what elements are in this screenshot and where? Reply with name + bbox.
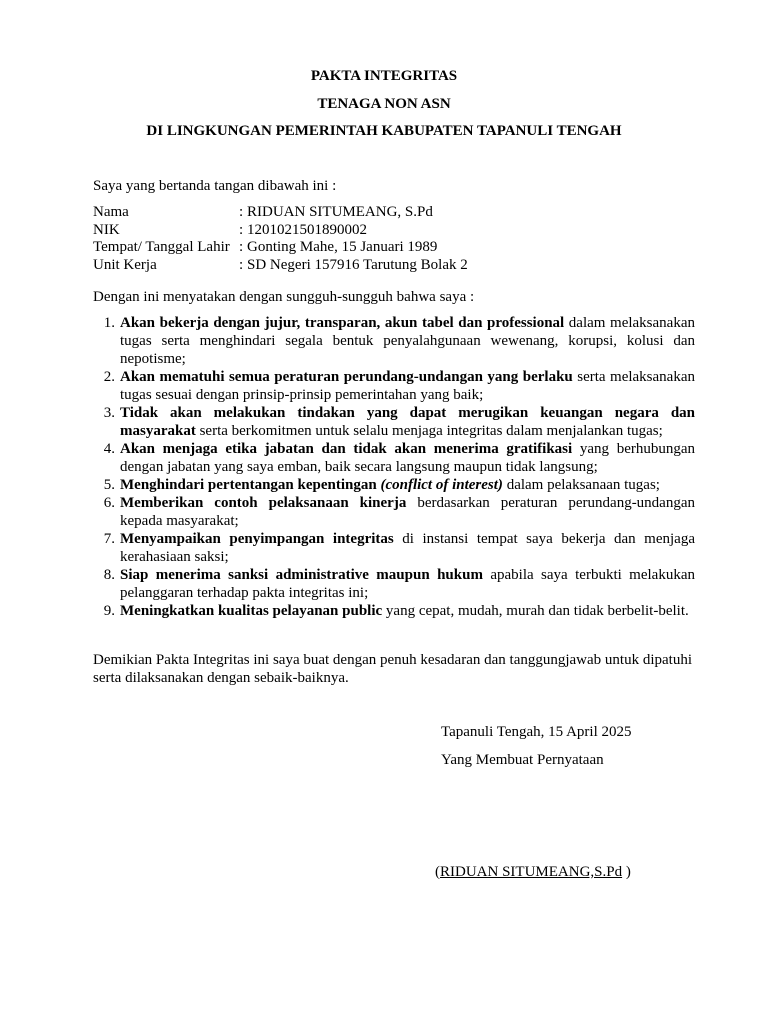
commitment-number: 3. — [103, 405, 115, 421]
commitment-bold: Siap menerima sanksi administrative maupun hukum — [120, 567, 483, 583]
identity-row-birth — [93, 239, 468, 257]
commitment-number: 7. — [103, 531, 115, 547]
commitment-number: 8. — [103, 567, 115, 583]
commitment-bold: Menghindari pertentangan kepentingan — [120, 477, 377, 493]
identity-separator: : — [239, 204, 244, 220]
commitment-text: apabila saya terbukti melakukan pelanggaran terhadap pakta integritas ini; — [120, 567, 695, 601]
signature-role: Yang Membuat Pernyataan — [441, 752, 604, 768]
identity-separator: : — [239, 221, 244, 238]
commitment-text: dalam melaksanakan tugas serta menghindari segala bentuk penyalahgunaan wewenang, korupsi, kolusi dan nepotisme; — [120, 315, 695, 367]
identity-row-nik — [93, 222, 468, 240]
commitment-text: berdasarkan peraturan perundang-undangan kepada masyarakat; — [120, 495, 695, 529]
commitment-bold: Akan menjaga etika jabatan dan tidak akan menerima gratifikasi — [120, 441, 573, 457]
commitment-number: 9. — [103, 603, 115, 619]
commitment-number: 4. — [103, 441, 115, 457]
commitment-bold: Menyampaikan penyimpangan integritas — [120, 531, 394, 547]
document-title: PAKTA INTEGRITAS — [310, 68, 458, 84]
commitment-text: di instansi tempat saya bekerja dan menjaga kerahasiaan saksi; — [120, 531, 695, 565]
commitment-bold: Memberikan contoh pelaksanaan kinerja — [120, 495, 407, 511]
commitment-item — [93, 404, 695, 440]
commitment-bold: Meningkatkan kualitas pelayanan public — [120, 603, 383, 619]
identity-row-name — [93, 204, 468, 222]
commitment-bold: Akan mematuhi semua peraturan perundang-undangan yang berlaku — [120, 369, 573, 385]
commitment-number: 5. — [103, 477, 115, 493]
commitment-text: serta berkomitmen untuk selalu menjaga integritas dalam menjalankan tugas; — [195, 423, 663, 439]
commitment-text: serta melaksanakan tugas sesuai dengan prinsip-prinsip pemerintahan yang baik; — [120, 369, 695, 403]
identity-separator: : — [239, 256, 244, 273]
document-scope: DI LINGKUNGAN PEMERINTAH KABUPATEN TAPANULI TENGAH — [146, 123, 622, 139]
commitment-item — [93, 494, 695, 530]
commitment-item — [93, 368, 695, 404]
identity-label: Nama — [93, 204, 129, 220]
commitment-number: 2. — [103, 369, 115, 385]
document-subtitle: TENAGA NON ASN — [317, 96, 451, 112]
commitment-number: 6. — [103, 495, 115, 511]
open-paren: ( — [435, 864, 440, 880]
signature-place-date: Tapanuli Tengah, 15 April 2025 — [441, 724, 632, 740]
commitment-item — [93, 314, 695, 368]
close-paren: ) — [622, 864, 631, 880]
identity-label: Tempat/ Tanggal Lahir — [93, 239, 230, 255]
identity-value: SD Negeri 157916 Tarutung Bolak 2 — [247, 256, 468, 273]
commitment-bold-italic: (conflict of interest) — [376, 477, 503, 493]
signatory-name-text: RIDUAN SITUMEANG,S.Pd — [440, 864, 623, 880]
commitment-item — [93, 602, 695, 620]
commitment-item — [93, 440, 695, 476]
commitment-bold: Tidak akan melakukan tindakan yang dapat merugikan keuangan negara dan masyarakat — [120, 405, 695, 439]
identity-label: NIK — [93, 221, 120, 238]
commitment-item — [93, 476, 695, 494]
commitment-bold: Akan bekerja dengan jujur, transparan, akun tabel dan professional — [120, 315, 565, 331]
identity-row-unit — [93, 257, 468, 275]
identity-value: 1201021501890002 — [247, 221, 367, 238]
commitment-item — [93, 566, 695, 602]
intro-text: Saya yang bertanda tangan dibawah ini : — [93, 178, 337, 194]
identity-value: RIDUAN SITUMEANG, S.Pd — [247, 204, 433, 220]
identity-value: Gonting Mahe, 15 Januari 1989 — [247, 239, 438, 255]
commitment-number: 1. — [103, 315, 115, 331]
commitment-text: yang berhubungan dengan jabatan yang saya emban, baik secara langsung maupun tidak langsung; — [120, 441, 696, 475]
closing-statement: Demikian Pakta Integritas ini saya buat dengan penuh kesadaran dan tanggungjawab untuk dipatuhi serta dilaksanakan dengan sebaik-baiknya. — [93, 652, 692, 686]
commitment-item — [93, 530, 695, 566]
commitment-text: yang cepat, mudah, murah dan tidak berbelit-belit. — [382, 603, 689, 619]
commitment-text: dalam pelaksanaan tugas; — [502, 477, 660, 493]
commitment-list — [93, 314, 695, 620]
signatory-name — [435, 863, 631, 881]
identity-table — [93, 204, 468, 274]
declaration-text: Dengan ini menyatakan dengan sungguh-sungguh bahwa saya : — [93, 289, 475, 305]
identity-separator: : — [239, 239, 244, 255]
identity-label: Unit Kerja — [93, 256, 157, 273]
